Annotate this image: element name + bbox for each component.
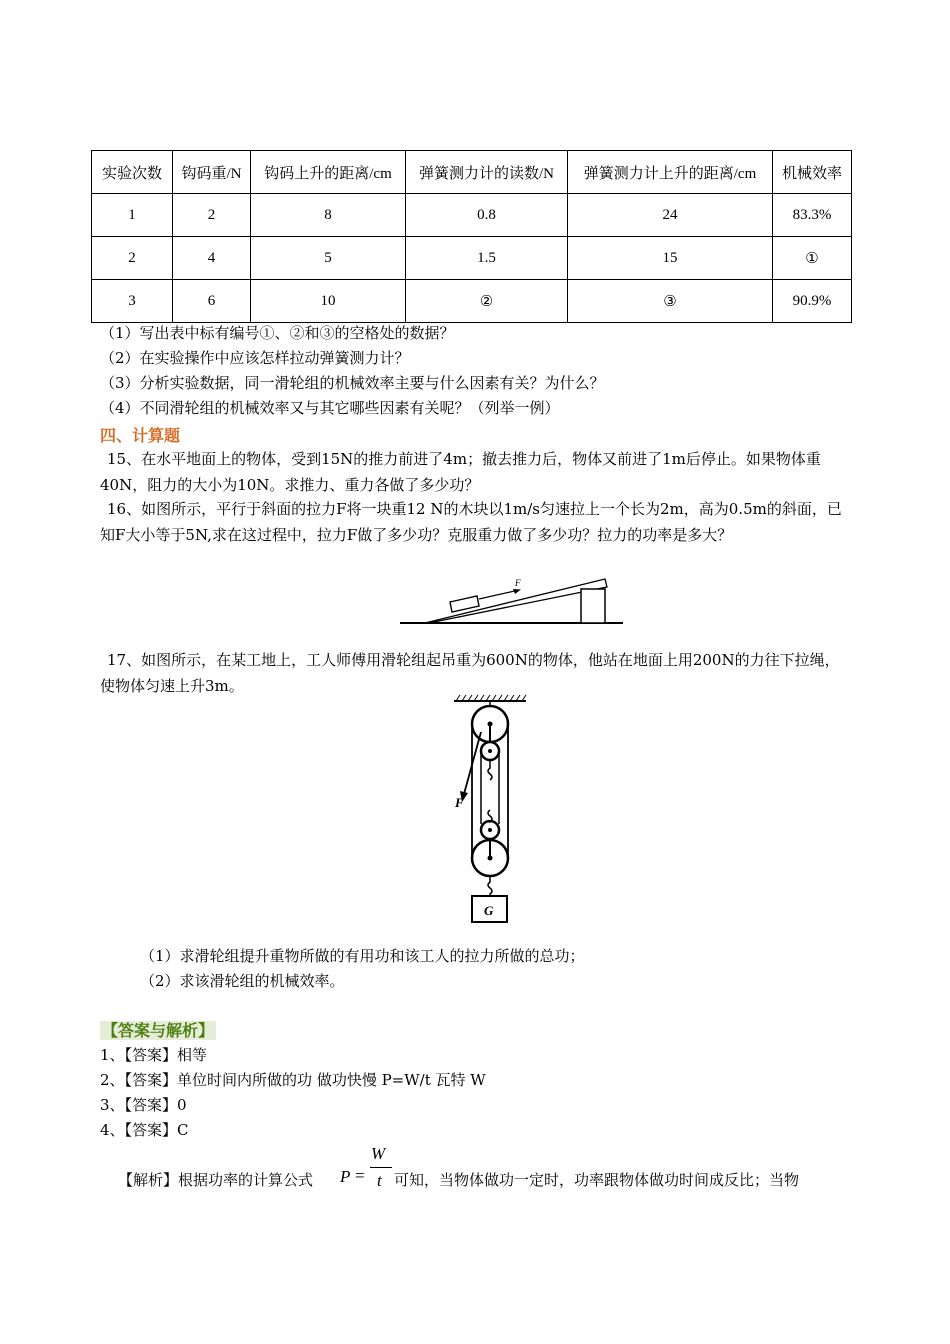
formula-denominator: t (377, 1171, 382, 1190)
table-cell: 10 (251, 280, 406, 323)
table-cell: ② (406, 280, 568, 323)
question-17: 17、如图所示，在某工地上，工人师傅用滑轮组起吊重为600N的物体，他站在地面上用200N的力往下拉绳，使物体匀速上升3m。 (100, 651, 840, 695)
experiment-table (91, 150, 852, 323)
power-formula (338, 1144, 398, 1198)
table-row (92, 194, 852, 237)
analysis-line (118, 1144, 858, 1200)
answer-4: 4、【答案】C (100, 1121, 189, 1139)
question-2: （2）在实验操作中应该怎样拉动弹簧测力计？ (100, 349, 410, 367)
question-17-part-1: （1）求滑轮组提升重物所做的有用功和该工人的拉力所做的总功； (140, 947, 585, 965)
table-cell: 8 (251, 194, 406, 237)
question-3: （3）分析实验数据，同一滑轮组的机械效率主要与什么因素有关？为什么？ (100, 374, 605, 392)
incline-figure (395, 575, 627, 627)
section-title: 四、计算题 (100, 426, 181, 445)
force-label: F (515, 578, 521, 588)
table-header-cell: 机械效率 (773, 151, 852, 194)
ceiling (454, 695, 526, 706)
formula-numerator: W (371, 1144, 386, 1163)
force-arrow (479, 590, 519, 599)
support-block (581, 589, 605, 623)
wooden-block (450, 596, 479, 612)
answer-1: 1、【答案】相等 (100, 1046, 208, 1064)
table-cell: 15 (568, 237, 773, 280)
table-cell: 0.8 (406, 194, 568, 237)
question-16: 16、如图所示，平行于斜面的拉力F将一块重12 N的木块以1m/s匀速拉上一个长为2m，高为0.5m的斜面，已知F大小等于5N,求在这过程中，拉力F做了多少功？克服重力做了多少功？拉力的功率是多大？ (100, 500, 842, 544)
analysis-prefix: 【解析】根据功率的计算公式 (118, 1171, 314, 1189)
answer-section-title (100, 1020, 216, 1042)
table-cell: 83.3% (773, 194, 852, 237)
fraction-bar (370, 1167, 392, 1168)
table-cell: 3 (92, 280, 173, 323)
table-cell: 2 (173, 194, 251, 237)
question-15: 15、在水平地面上的物体，受到15N的推力前进了4m；撤去推力后，物体又前进了1m后停止。如果物体重40N，阻力的大小为10N。求推力、重力各做了多少功？ (100, 450, 821, 494)
analysis-suffix: 可知，当物体做功一定时，功率跟物体做功时间成反比；当物 (394, 1171, 800, 1189)
force-label: F (455, 795, 464, 810)
answer-3: 3、【答案】0 (100, 1096, 187, 1114)
table-row (92, 280, 852, 323)
table-cell: ① (773, 237, 852, 280)
answer-title: 【答案与解析】 (102, 1021, 215, 1040)
table-cell: 5 (251, 237, 406, 280)
formula-eq: = (355, 1166, 365, 1185)
table-cell: 24 (568, 194, 773, 237)
answer-2: 2、【答案】单位时间内所做的功 做功快慢 P=W/t 瓦特 W (100, 1071, 486, 1089)
question-1: （1）写出表中标有编号①、②和③的空格处的数据？ (100, 324, 455, 342)
table-row (92, 237, 852, 280)
table-header-cell: 弹簧测力计的读数/N (406, 151, 568, 194)
question-17-part-2: （2）求该滑轮组的机械效率。 (140, 972, 345, 990)
table-cell: 2 (92, 237, 173, 280)
table-header-cell: 实验次数 (92, 151, 173, 194)
table-header-row (92, 151, 852, 194)
table-header-cell: 钩码重/N (173, 151, 251, 194)
table-cell: ③ (568, 280, 773, 323)
table-cell: 4 (173, 237, 251, 280)
table-cell: 1.5 (406, 237, 568, 280)
arrow-head-icon (513, 589, 521, 594)
weight-label: G (484, 903, 494, 918)
table-header-cell: 钩码上升的距离/cm (251, 151, 406, 194)
formula-p: P (340, 1167, 351, 1186)
pulley-figure (450, 692, 532, 924)
table-cell: 6 (173, 280, 251, 323)
table-header-cell: 弹簧测力计上升的距离/cm (568, 151, 773, 194)
question-4: （4）不同滑轮组的机械效率又与其它哪些因素有关呢？（列举一例） (100, 399, 560, 417)
table-cell: 1 (92, 194, 173, 237)
table-cell: 90.9% (773, 280, 852, 323)
